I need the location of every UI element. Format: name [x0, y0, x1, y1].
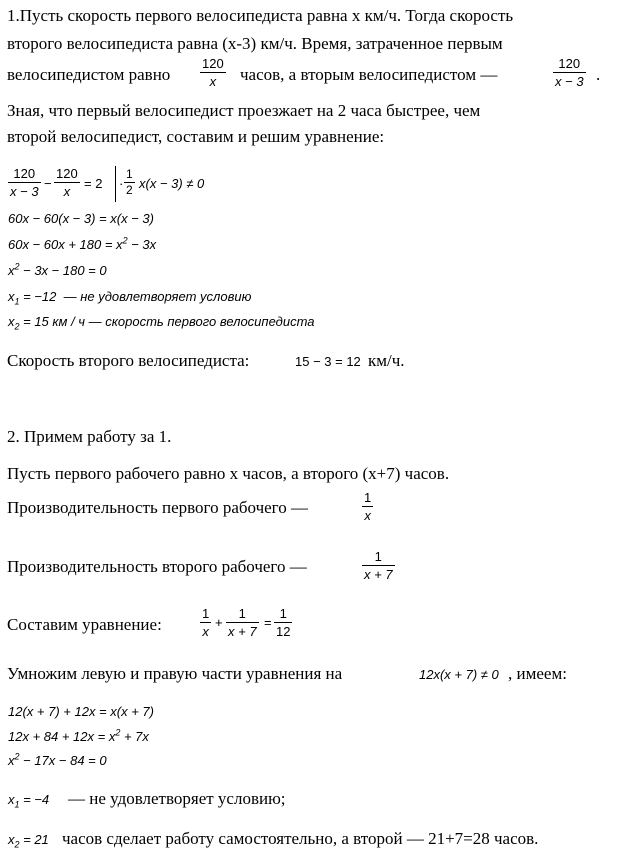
step2: $12x + 84 + 12x = x^2 + 7x$ — [8, 727, 149, 744]
step3: $x^2 - 17x - 84 = 0$ — [8, 751, 107, 768]
eq-plus: + — [215, 615, 223, 630]
productivity-first-text: Производительность первого рабочего — — [7, 498, 308, 517]
fraction-denominator: x − 3 — [555, 74, 584, 89]
fraction-numerator: 1 — [279, 606, 287, 621]
problem1-line3-middle: часов, а вторым велосипедистом — — [240, 65, 498, 84]
problem1-line5: второй велосипедист, составим и решим уравнение: — [7, 127, 385, 146]
root2: $x_2 = 21$ — [8, 832, 49, 850]
fraction-numerator: 1 — [374, 549, 382, 564]
time-first-fraction — [200, 56, 226, 89]
multiply-expression: 12x(x + 7) ≠ 0 — [419, 667, 499, 682]
multiply-text: Умножим левую и правую части уравнения на — [7, 664, 343, 683]
productivity-second-text: Производительность второго рабочего — — [7, 557, 307, 576]
problem1-line3-end: . — [596, 65, 601, 84]
root1: $x_1 = -4$ — [8, 792, 50, 810]
problem1-line1: 1.Пусть скорость первого велосипедиста равна x км/ч. Тогда скорость — [7, 6, 514, 25]
fraction-numerator: 1 — [364, 490, 372, 505]
problem1-line4: Зная, что первый велосипедист проезжает на 2 часа быстрее, чем — [7, 101, 481, 120]
eq1-mul-dot: · — [119, 176, 124, 191]
root1-text: — не удовлетворяет условию; — [68, 789, 286, 808]
eq1-rhs: = 2 — [84, 176, 103, 191]
equation-label: Составим уравнение: — [7, 615, 162, 634]
eq6: $x_2 = 15$ км / ч — скорость первого велосипедиста — [8, 314, 315, 332]
fraction-numerator: 120 — [13, 166, 36, 181]
fraction-numerator: 120 — [558, 56, 581, 71]
productivity-second-fraction — [362, 549, 395, 582]
eq2: 60x − 60(x − 3) = x(x − 3) — [8, 211, 154, 226]
problem1-line2: второго велосипедиста равна (x-3) км/ч. Время, затраченное первым — [7, 34, 503, 53]
eq1-fraction-left — [8, 166, 41, 199]
fraction-denominator: x + 7 — [228, 624, 257, 639]
fraction-numerator: 120 — [202, 56, 224, 71]
eq4: $x^2 - 3x - 180 = 0$ — [8, 261, 107, 278]
eq-fraction-2 — [226, 606, 259, 639]
eq5: $x_1 = -12$ — не удовлетворяет условию — [8, 289, 252, 307]
fraction-denominator: 12 — [276, 624, 291, 639]
fraction-denominator: x — [364, 508, 371, 523]
eq1-half-fraction — [124, 168, 135, 197]
multiplier-bar — [115, 166, 116, 202]
fraction-numerator: 1 — [126, 167, 133, 181]
fraction-denominator: x − 3 — [10, 184, 39, 199]
step1: 12(x + 7) + 12x = x(x + 7) — [8, 704, 154, 719]
answer1-text: Скорость второго велосипедиста: — [7, 351, 250, 370]
fraction-denominator: 2 — [126, 183, 133, 197]
eq-equals: = — [264, 615, 272, 630]
eq1-condition: x(x − 3) ≠ 0 — [139, 176, 205, 191]
fraction-denominator: x — [209, 74, 217, 89]
root2-text: часов сделает работу самостоятельно, а второй — 21+7=28 часов. — [62, 829, 539, 848]
problem2-line1: Пусть первого рабочего равно x часов, а второго (x+7) часов. — [7, 464, 450, 483]
eq-fraction-3 — [274, 606, 292, 639]
eq-fraction-1 — [200, 606, 211, 639]
fraction-denominator: x — [63, 184, 71, 199]
answer1-equation: 15 − 3 = 12 — [295, 354, 361, 369]
fraction-numerator: 120 — [56, 166, 78, 181]
fraction-numerator: 1 — [238, 606, 246, 621]
eq1-minus: − — [44, 176, 52, 191]
problem1-line3-start: велосипедистом равно — [7, 65, 171, 84]
productivity-first-fraction — [362, 490, 373, 523]
problem2-title: 2. Примем работу за 1. — [7, 427, 172, 446]
fraction-denominator: x + 7 — [364, 567, 393, 582]
fraction-numerator: 1 — [202, 606, 210, 621]
eq3: $60x - 60x + 180 = x^2 - 3x$ — [8, 235, 157, 252]
eq1-fraction-right — [54, 166, 80, 199]
answer1-unit: км/ч. — [368, 351, 405, 370]
fraction-denominator: x — [202, 624, 209, 639]
multiply-text-end: , имеем: — [508, 664, 567, 683]
time-second-fraction — [553, 56, 586, 89]
